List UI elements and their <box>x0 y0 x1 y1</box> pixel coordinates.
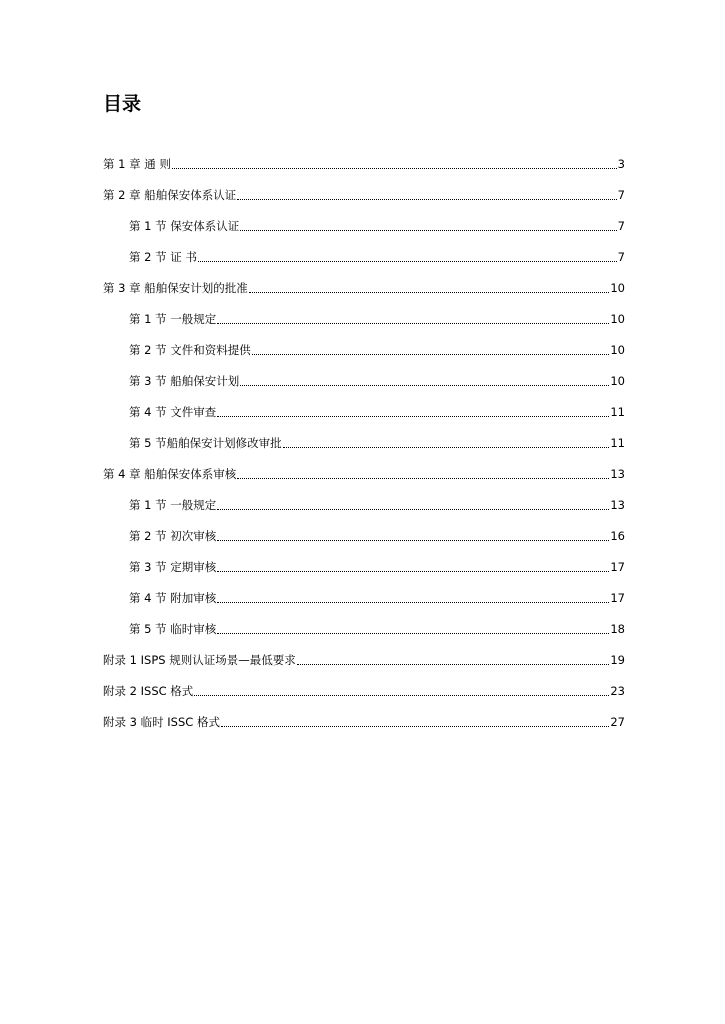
toc-entry[interactable] <box>0 241 725 272</box>
toc-leader-dots <box>217 570 609 572</box>
toc-entry[interactable] <box>0 210 725 241</box>
toc-entry[interactable] <box>0 148 725 179</box>
toc-entry[interactable] <box>0 179 725 210</box>
toc-entry-page: 11 <box>610 404 625 419</box>
toc-entry[interactable] <box>0 706 725 737</box>
toc-entry-label: 第 2 节 文件和资料提供 <box>129 342 251 357</box>
toc-leader-dots <box>237 477 609 479</box>
toc-entry[interactable] <box>0 365 725 396</box>
toc-entry-page: 18 <box>610 621 625 636</box>
toc-entry-label: 第 5 节 临时审核 <box>129 621 217 636</box>
toc-entry[interactable] <box>0 303 725 334</box>
toc-entry-page: 10 <box>610 342 625 357</box>
toc-leader-dots <box>249 291 610 293</box>
toc-entry-page: 7 <box>617 187 625 202</box>
toc-entry-page: 19 <box>610 652 625 667</box>
toc-entry-page: 13 <box>610 497 625 512</box>
toc-list <box>0 148 725 737</box>
toc-entry-page: 7 <box>617 218 625 233</box>
toc-entry[interactable] <box>0 334 725 365</box>
toc-leader-dots <box>198 260 617 262</box>
toc-entry-page: 10 <box>610 280 625 295</box>
toc-leader-dots <box>221 725 609 727</box>
toc-entry-label: 第 3 节 定期审核 <box>129 559 217 574</box>
toc-leader-dots <box>217 508 609 510</box>
toc-entry-label: 附录 1 ISPS 规则认证场景—最低要求 <box>103 652 296 667</box>
toc-entry-label: 第 4 章 船舶保安体系审核 <box>103 466 237 481</box>
toc-entry[interactable] <box>0 675 725 706</box>
toc-entry-label: 附录 2 ISSC 格式 <box>103 683 194 698</box>
toc-leader-dots <box>194 694 609 696</box>
toc-entry-page: 3 <box>617 156 625 171</box>
toc-entry[interactable] <box>0 582 725 613</box>
toc-entry[interactable] <box>0 427 725 458</box>
toc-leader-dots <box>217 539 609 541</box>
toc-entry-label: 第 1 节 保安体系认证 <box>129 218 240 233</box>
toc-entry-page: 17 <box>610 559 625 574</box>
toc-leader-dots <box>217 322 609 324</box>
toc-entry[interactable] <box>0 644 725 675</box>
toc-entry-page: 10 <box>610 373 625 388</box>
toc-leader-dots <box>297 663 610 665</box>
toc-entry-page: 11 <box>610 435 625 450</box>
toc-title: 目录 <box>103 93 142 115</box>
toc-entry-label: 第 4 节 文件审查 <box>129 404 217 419</box>
toc-entry-label: 第 1 节 一般规定 <box>129 311 217 326</box>
toc-leader-dots <box>283 446 610 448</box>
toc-leader-dots <box>217 632 609 634</box>
toc-entry-page: 10 <box>610 311 625 326</box>
toc-leader-dots <box>172 167 617 169</box>
toc-leader-dots <box>240 384 609 386</box>
toc-entry-label: 附录 3 临时 ISSC 格式 <box>103 714 220 729</box>
toc-entry[interactable] <box>0 551 725 582</box>
toc-entry-page: 27 <box>610 714 625 729</box>
toc-entry-page: 16 <box>610 528 625 543</box>
toc-entry-label: 第 1 节 一般规定 <box>129 497 217 512</box>
toc-leader-dots <box>217 601 609 603</box>
toc-entry-page: 17 <box>610 590 625 605</box>
toc-entry[interactable] <box>0 613 725 644</box>
toc-entry-page: 23 <box>610 683 625 698</box>
toc-entry-label: 第 5 节船舶保安计划修改审批 <box>129 435 282 450</box>
toc-entry-page: 7 <box>617 249 625 264</box>
toc-entry-label: 第 1 章 通 则 <box>103 156 171 171</box>
toc-leader-dots <box>217 415 609 417</box>
toc-entry[interactable] <box>0 458 725 489</box>
toc-entry[interactable] <box>0 272 725 303</box>
toc-entry-label: 第 2 节 证 书 <box>129 249 197 264</box>
toc-leader-dots <box>252 353 610 355</box>
toc-entry-page: 13 <box>610 466 625 481</box>
toc-entry[interactable] <box>0 489 725 520</box>
toc-entry-label: 第 3 节 船舶保安计划 <box>129 373 240 388</box>
toc-entry[interactable] <box>0 396 725 427</box>
toc-entry-label: 第 3 章 船舶保安计划的批准 <box>103 280 248 295</box>
toc-entry[interactable] <box>0 520 725 551</box>
toc-entry-label: 第 2 节 初次审核 <box>129 528 217 543</box>
toc-leader-dots <box>240 229 616 231</box>
toc-leader-dots <box>237 198 616 200</box>
toc-entry-label: 第 2 章 船舶保安体系认证 <box>103 187 237 202</box>
toc-entry-label: 第 4 节 附加审核 <box>129 590 217 605</box>
